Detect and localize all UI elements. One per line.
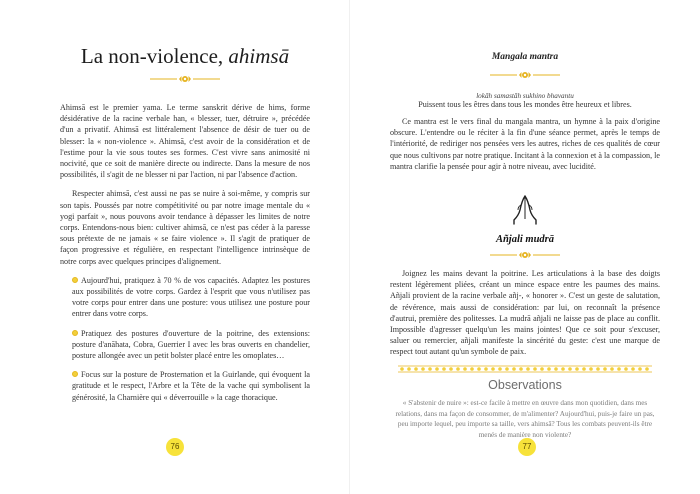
mantra-title: Mangala mantra <box>491 52 559 62</box>
border-dot <box>400 367 404 371</box>
border-dot <box>512 367 516 371</box>
mantra-ornament <box>390 70 660 80</box>
border-dot <box>456 367 460 371</box>
mantra-translation: Puissent tous les êtres dans tous les mondes être heureux et libres. <box>418 100 632 109</box>
joined-hands-icon <box>508 193 542 227</box>
decorative-dotted-border <box>398 365 652 373</box>
border-dot <box>596 367 600 371</box>
list-item: Focus sur la posture de Prosternation et la Guirlande, qui évoquent la gratitude et le respect, l'Arbre et la Tête de la vache qui symbolisent la générosité, la Charnière qui « déverrouille » la cage thoracique. <box>72 370 310 402</box>
border-dot <box>470 367 474 371</box>
mudra-ornament <box>390 250 660 260</box>
border-dot <box>624 367 628 371</box>
mantra-sanskrit: lokāh samastāh sukhino bhavantu <box>476 92 574 100</box>
border-dot <box>414 367 418 371</box>
border-dot <box>491 367 495 371</box>
left-body <box>60 102 310 411</box>
border-dot <box>463 367 467 371</box>
page-title: La non-violence, ahimsā <box>80 44 290 68</box>
bullet-dot-icon <box>72 277 78 283</box>
border-dot <box>533 367 537 371</box>
border-dot <box>561 367 565 371</box>
border-dot <box>477 367 481 371</box>
border-dot <box>610 367 614 371</box>
border-dot <box>498 367 502 371</box>
border-dot <box>645 367 649 371</box>
observations-title: Observations <box>488 378 562 392</box>
mudra-explanation: Joignez les mains devant la poitrine. Les articulations à la base des doigts restent légèrement pliées, créant un mince espace entre les paumes des mains. Añjali provient de la racine verbale añj-, « honorer ». C'est un geste de salutation, de révérence, mais aussi de considération: par lui, on reconnaît la présence d'autrui, première des politesses. La mudrā añjali ne laisse pas de place au conflit. Impossible d'agresser quelqu'un les mains jointes! Que ce soit pour s'excuser, saluer ou remercier, añjali manifeste la sincérité du geste: c'est une marque de respect tout autant qu'un symbole de paix. <box>390 269 660 357</box>
practice-tips-list <box>72 275 310 403</box>
border-dot <box>617 367 621 371</box>
border-dot <box>421 367 425 371</box>
border-dot <box>442 367 446 371</box>
border-dot <box>449 367 453 371</box>
border-dot <box>547 367 551 371</box>
border-dot <box>638 367 642 371</box>
border-dot <box>575 367 579 371</box>
bullet-dot-icon <box>72 371 78 377</box>
border-dot <box>554 367 558 371</box>
border-dot <box>568 367 572 371</box>
list-item: Pratiquez des postures d'ouverture de la poitrine, des extensions: posture d'anāhata, Cobra, Guerrier I avec les bras ouverts en chandelier, posture allongée avec un petit bolster placé entre les omoplates… <box>72 328 310 361</box>
border-dot <box>484 367 488 371</box>
border-dot <box>505 367 509 371</box>
list-item: Aujourd'hui, pratiquez à 70 % de vos capacités. Adaptez les postures aux possibilités de votre corps. Gardez à l'esprit que vous n'utilisez pas votre corps pour entrer dans une posture: vous utilisez une posture pour entrer dans votre corps. <box>72 275 310 319</box>
border-dot <box>428 367 432 371</box>
paragraph-ahimsa-practice: Respecter ahimsā, c'est aussi ne pas se nuire à soi-même, y compris sur son tapis. Poussés par notre compétitivité ou par notre image mentale du « yogi parfait », nous pouvons avoir tendance à dépasser les limites de notre corps. Entendons-nous bien: cultiver ahimsā, ce n'est pas céder à la paresse sous prétexte de ne jamais « se faire violence ». Il s'agit de pratiquer de façon progressive et régulière, en respectant l'intelligence intrinsèque de notre corps avec quelques principes d'alignement. <box>60 189 310 266</box>
paragraph-ahimsa-definition: Ahimsā est le premier yama. Le terme sanskrit dérive de hims, forme désidérative de la racine verbale han, « blesser, tuer, détruire », précédée d'un a privatif. Ahimsā est littéralement l'absence de désir de tuer ou de blesser: la « non-violence ». Ahimsā, c'est avoir de la considération et de l'estime pour la vie sous toutes ses formes. C'est vivre sans animosité ni nocivité, que ce soit de manière directe ou indirecte. Dans la mesure de nos possibilités, il s'agit de ne blesser ni par l'action, ni par l'absence d'action. <box>60 103 310 180</box>
border-dot <box>526 367 530 371</box>
border-dot <box>589 367 593 371</box>
mudra-title: Añjali mudrā <box>495 234 555 245</box>
page-number-right: 77 <box>518 438 536 456</box>
title-ornament <box>60 74 310 84</box>
border-dot <box>631 367 635 371</box>
border-dot <box>603 367 607 371</box>
border-dot <box>582 367 586 371</box>
border-dot <box>407 367 411 371</box>
mantra-explanation: Ce mantra est le vers final du mangala mantra, un hymne à la paix d'origine obscure. L'entendre ou le réciter à la fin d'une séance permet, après le temps de l'intériorité, de rediriger nos pensées vers les autres, riches de ces qualités de cœur que nous cultivons par notre pratique. Incitant à la connexion et à la compassion, le mantra clarifie la pensée pour agir à notre niveau, avec lucidité. <box>390 117 660 171</box>
right-page <box>350 0 700 494</box>
observations-text: « S'abstenir de nuire »: est-ce facile à mettre en œuvre dans mon quotidien, dans mes relations, dans ma façon de consommer, de m'alimenter? Aujourd'hui, puis-je faire un pas, peu importe lequel, peu importe sa taille, vers ahimsā? Tous les combats peuvent-ils être menés de manière non violente? <box>395 399 655 439</box>
bullet-dot-icon <box>72 330 78 336</box>
border-dot <box>435 367 439 371</box>
page-number-left: 76 <box>166 438 184 456</box>
border-dot <box>540 367 544 371</box>
border-dot <box>519 367 523 371</box>
